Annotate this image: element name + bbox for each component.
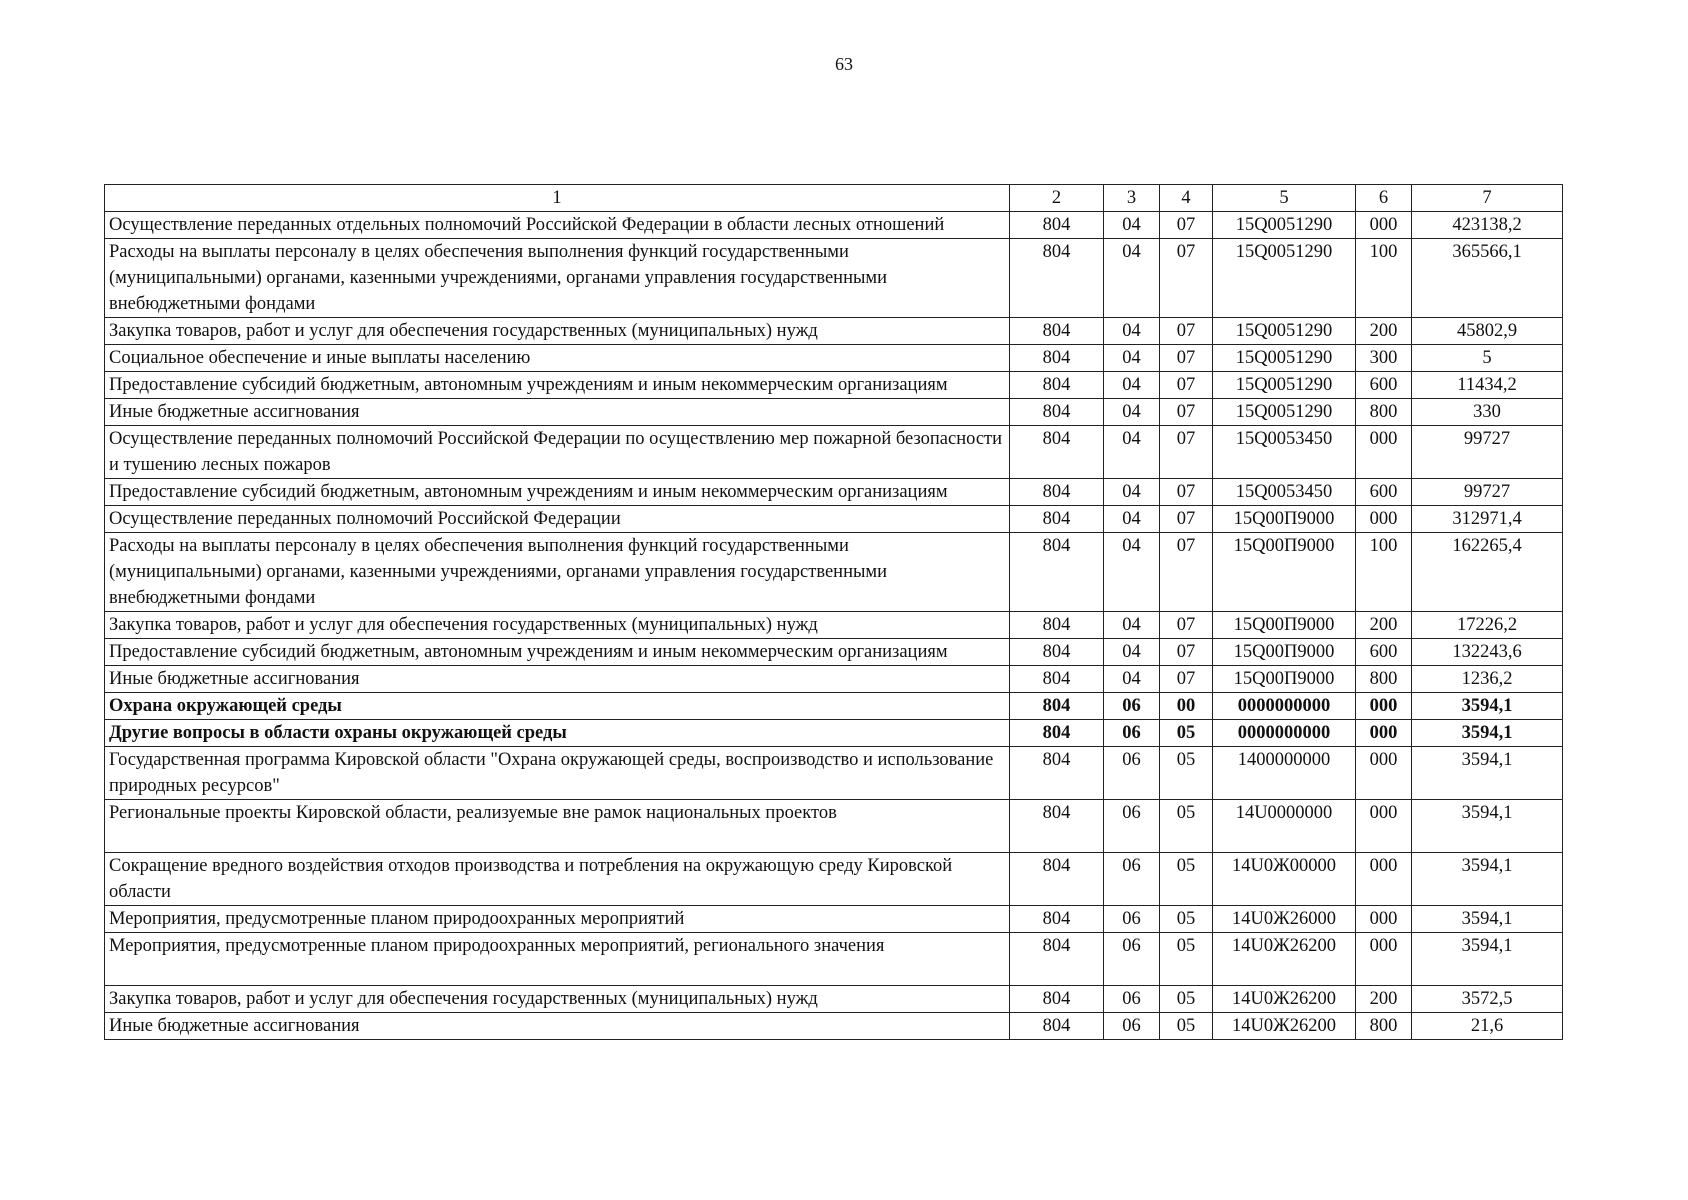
row-col-6: 200 [1356, 612, 1412, 639]
row-col-7: 3594,1 [1412, 747, 1563, 800]
row-col-4: 07 [1160, 666, 1213, 693]
row-col-4: 07 [1160, 479, 1213, 506]
row-col-5: 15Q0053450 [1213, 479, 1356, 506]
row-col-4: 07 [1160, 212, 1213, 239]
row-name: Иные бюджетные ассигнования [105, 1013, 1010, 1040]
row-col-7: 17226,2 [1412, 612, 1563, 639]
row-col-3: 04 [1104, 506, 1160, 533]
row-col-6: 800 [1356, 1013, 1412, 1040]
header-col-1: 1 [105, 185, 1010, 212]
table-row [105, 693, 1563, 720]
row-name: Предоставление субсидий бюджетным, автономным учреждениям и иным некоммерческим организациям [105, 639, 1010, 666]
row-col-7: 11434,2 [1412, 372, 1563, 399]
row-col-7: 312971,4 [1412, 506, 1563, 533]
table-row [105, 747, 1563, 800]
row-col-3: 06 [1104, 906, 1160, 933]
row-col-2: 804 [1010, 693, 1104, 720]
row-name: Закупка товаров, работ и услуг для обеспечения государственных (муниципальных) нужд [105, 612, 1010, 639]
row-name: Социальное обеспечение и иные выплаты населению [105, 345, 1010, 372]
row-col-2: 804 [1010, 479, 1104, 506]
table-row [105, 720, 1563, 747]
row-col-3: 06 [1104, 986, 1160, 1013]
row-col-6: 000 [1356, 853, 1412, 906]
row-col-5: 15Q00П9000 [1213, 639, 1356, 666]
row-col-3: 04 [1104, 533, 1160, 612]
table-header [105, 185, 1563, 212]
row-col-4: 07 [1160, 506, 1213, 533]
header-col-6: 6 [1356, 185, 1412, 212]
row-col-6: 200 [1356, 986, 1412, 1013]
row-col-4: 00 [1160, 693, 1213, 720]
row-col-5: 15Q0051290 [1213, 239, 1356, 318]
row-col-4: 07 [1160, 533, 1213, 612]
row-col-7: 99727 [1412, 426, 1563, 479]
row-col-7: 3594,1 [1412, 933, 1563, 986]
row-col-7: 3594,1 [1412, 693, 1563, 720]
row-col-4: 05 [1160, 747, 1213, 800]
row-col-3: 04 [1104, 239, 1160, 318]
row-col-7: 45802,9 [1412, 318, 1563, 345]
row-col-5: 15Q00П9000 [1213, 666, 1356, 693]
row-col-2: 804 [1010, 318, 1104, 345]
header-col-5: 5 [1213, 185, 1356, 212]
row-col-4: 05 [1160, 720, 1213, 747]
row-name: Иные бюджетные ассигнования [105, 666, 1010, 693]
row-col-5: 15Q0051290 [1213, 345, 1356, 372]
row-col-2: 804 [1010, 239, 1104, 318]
row-col-7: 3594,1 [1412, 800, 1563, 853]
row-name: Другие вопросы в области охраны окружающей среды [105, 720, 1010, 747]
row-col-4: 07 [1160, 426, 1213, 479]
row-col-4: 05 [1160, 800, 1213, 853]
row-col-2: 804 [1010, 639, 1104, 666]
row-col-6: 600 [1356, 372, 1412, 399]
row-col-5: 15Q00П9000 [1213, 533, 1356, 612]
row-col-3: 04 [1104, 426, 1160, 479]
table-row [105, 479, 1563, 506]
row-col-3: 04 [1104, 666, 1160, 693]
row-col-4: 05 [1160, 986, 1213, 1013]
table-row [105, 612, 1563, 639]
row-col-2: 804 [1010, 506, 1104, 533]
row-col-2: 804 [1010, 345, 1104, 372]
row-col-2: 804 [1010, 212, 1104, 239]
row-col-5: 14U0Ж26200 [1213, 986, 1356, 1013]
row-col-7: 21,6 [1412, 1013, 1563, 1040]
row-name: Расходы на выплаты персоналу в целях обеспечения выполнения функций государственными (муниципальными) органами, казенными учреждениями, органами управления государственными внебюджетными фондами [105, 533, 1010, 612]
row-col-2: 804 [1010, 986, 1104, 1013]
header-col-4: 4 [1160, 185, 1213, 212]
row-name: Осуществление переданных полномочий Российской Федерации по осуществлению мер пожарной безопасности и тушению лесных пожаров [105, 426, 1010, 479]
table-row [105, 372, 1563, 399]
row-col-7: 3594,1 [1412, 720, 1563, 747]
row-col-4: 07 [1160, 239, 1213, 318]
row-col-5: 14U0Ж26200 [1213, 933, 1356, 986]
row-col-4: 07 [1160, 318, 1213, 345]
row-col-2: 804 [1010, 372, 1104, 399]
table-row [105, 986, 1563, 1013]
header-col-3: 3 [1104, 185, 1160, 212]
page-number: 63 [835, 54, 853, 74]
row-col-2: 804 [1010, 853, 1104, 906]
row-col-2: 804 [1010, 747, 1104, 800]
row-col-5: 1400000000 [1213, 747, 1356, 800]
row-col-6: 000 [1356, 212, 1412, 239]
row-col-7: 3594,1 [1412, 906, 1563, 933]
header-col-2: 2 [1010, 185, 1104, 212]
row-col-2: 804 [1010, 666, 1104, 693]
row-col-2: 804 [1010, 533, 1104, 612]
table-row [105, 506, 1563, 533]
row-col-6: 600 [1356, 479, 1412, 506]
row-name: Закупка товаров, работ и услуг для обеспечения государственных (муниципальных) нужд [105, 318, 1010, 345]
row-col-5: 0000000000 [1213, 720, 1356, 747]
row-col-5: 14U0000000 [1213, 800, 1356, 853]
row-col-5: 15Q00П9000 [1213, 612, 1356, 639]
table-row [105, 906, 1563, 933]
row-col-2: 804 [1010, 933, 1104, 986]
table-row [105, 426, 1563, 479]
table-row [105, 800, 1563, 853]
row-col-7: 5 [1412, 345, 1563, 372]
row-name: Мероприятия, предусмотренные планом природоохранных мероприятий [105, 906, 1010, 933]
row-col-6: 000 [1356, 906, 1412, 933]
row-col-6: 100 [1356, 533, 1412, 612]
row-col-2: 804 [1010, 612, 1104, 639]
row-col-7: 132243,6 [1412, 639, 1563, 666]
budget-table [104, 184, 1563, 1040]
row-col-2: 804 [1010, 1013, 1104, 1040]
row-name: Предоставление субсидий бюджетным, автономным учреждениям и иным некоммерческим организациям [105, 479, 1010, 506]
row-col-7: 1236,2 [1412, 666, 1563, 693]
row-col-2: 804 [1010, 720, 1104, 747]
row-col-4: 07 [1160, 399, 1213, 426]
row-col-3: 04 [1104, 212, 1160, 239]
row-name: Осуществление переданных полномочий Российской Федерации [105, 506, 1010, 533]
row-col-5: 14U0Ж26000 [1213, 906, 1356, 933]
row-col-3: 04 [1104, 479, 1160, 506]
row-col-3: 04 [1104, 639, 1160, 666]
table-row [105, 212, 1563, 239]
row-col-3: 04 [1104, 345, 1160, 372]
row-col-4: 05 [1160, 853, 1213, 906]
table-row [105, 639, 1563, 666]
table-row [105, 318, 1563, 345]
row-col-5: 14U0Ж26200 [1213, 1013, 1356, 1040]
table-row [105, 239, 1563, 318]
row-col-7: 162265,4 [1412, 533, 1563, 612]
row-col-6: 300 [1356, 345, 1412, 372]
row-col-6: 800 [1356, 666, 1412, 693]
row-col-6: 000 [1356, 800, 1412, 853]
table-row [105, 853, 1563, 906]
row-col-6: 200 [1356, 318, 1412, 345]
row-name: Закупка товаров, работ и услуг для обеспечения государственных (муниципальных) нужд [105, 986, 1010, 1013]
row-col-7: 3572,5 [1412, 986, 1563, 1013]
row-col-5: 15Q0053450 [1213, 426, 1356, 479]
row-col-5: 15Q0051290 [1213, 372, 1356, 399]
row-name: Предоставление субсидий бюджетным, автономным учреждениям и иным некоммерческим организациям [105, 372, 1010, 399]
row-name: Региональные проекты Кировской области, реализуемые вне рамок национальных проектов [105, 800, 1010, 853]
row-col-5: 15Q0051290 [1213, 212, 1356, 239]
table-row [105, 1013, 1563, 1040]
row-col-5: 15Q0051290 [1213, 399, 1356, 426]
row-col-4: 07 [1160, 612, 1213, 639]
row-col-7: 3594,1 [1412, 853, 1563, 906]
row-col-4: 07 [1160, 639, 1213, 666]
row-col-6: 000 [1356, 693, 1412, 720]
row-col-3: 06 [1104, 853, 1160, 906]
row-col-2: 804 [1010, 399, 1104, 426]
row-col-3: 04 [1104, 318, 1160, 345]
row-col-4: 07 [1160, 372, 1213, 399]
table-row [105, 933, 1563, 986]
row-col-6: 800 [1356, 399, 1412, 426]
row-col-4: 05 [1160, 906, 1213, 933]
row-name: Охрана окружающей среды [105, 693, 1010, 720]
table-row [105, 533, 1563, 612]
row-col-5: 15Q0051290 [1213, 318, 1356, 345]
row-col-6: 100 [1356, 239, 1412, 318]
row-name: Иные бюджетные ассигнования [105, 399, 1010, 426]
row-col-2: 804 [1010, 800, 1104, 853]
row-col-7: 99727 [1412, 479, 1563, 506]
row-col-6: 000 [1356, 720, 1412, 747]
row-col-3: 06 [1104, 1013, 1160, 1040]
row-col-2: 804 [1010, 906, 1104, 933]
row-col-2: 804 [1010, 426, 1104, 479]
table-row [105, 666, 1563, 693]
row-name: Государственная программа Кировской области "Охрана окружающей среды, воспроизводство и использование природных ресурсов" [105, 747, 1010, 800]
row-col-3: 06 [1104, 747, 1160, 800]
row-col-5: 14U0Ж00000 [1213, 853, 1356, 906]
row-col-6: 600 [1356, 639, 1412, 666]
row-col-4: 05 [1160, 1013, 1213, 1040]
row-col-6: 000 [1356, 426, 1412, 479]
table-body [105, 212, 1563, 1040]
row-col-7: 365566,1 [1412, 239, 1563, 318]
row-col-3: 06 [1104, 693, 1160, 720]
row-col-5: 15Q00П9000 [1213, 506, 1356, 533]
row-col-3: 04 [1104, 399, 1160, 426]
row-col-3: 04 [1104, 612, 1160, 639]
row-name: Осуществление переданных отдельных полномочий Российской Федерации в области лесных отношений [105, 212, 1010, 239]
row-col-7: 423138,2 [1412, 212, 1563, 239]
row-col-3: 04 [1104, 372, 1160, 399]
row-col-5: 0000000000 [1213, 693, 1356, 720]
table-row [105, 345, 1563, 372]
row-col-7: 330 [1412, 399, 1563, 426]
header-row [105, 185, 1563, 212]
row-name: Сокращение вредного воздействия отходов производства и потребления на окружающую среду Кировской области [105, 853, 1010, 906]
row-col-3: 06 [1104, 720, 1160, 747]
row-col-6: 000 [1356, 747, 1412, 800]
row-col-3: 06 [1104, 800, 1160, 853]
row-col-6: 000 [1356, 506, 1412, 533]
row-col-4: 05 [1160, 933, 1213, 986]
row-col-6: 000 [1356, 933, 1412, 986]
row-col-4: 07 [1160, 345, 1213, 372]
row-col-3: 06 [1104, 933, 1160, 986]
row-name: Расходы на выплаты персоналу в целях обеспечения выполнения функций государственными (муниципальными) органами, казенными учреждениями, органами управления государственными внебюджетными фондами [105, 239, 1010, 318]
row-name: Мероприятия, предусмотренные планом природоохранных мероприятий, регионального значения [105, 933, 1010, 986]
table-row [105, 399, 1563, 426]
header-col-7: 7 [1412, 185, 1563, 212]
